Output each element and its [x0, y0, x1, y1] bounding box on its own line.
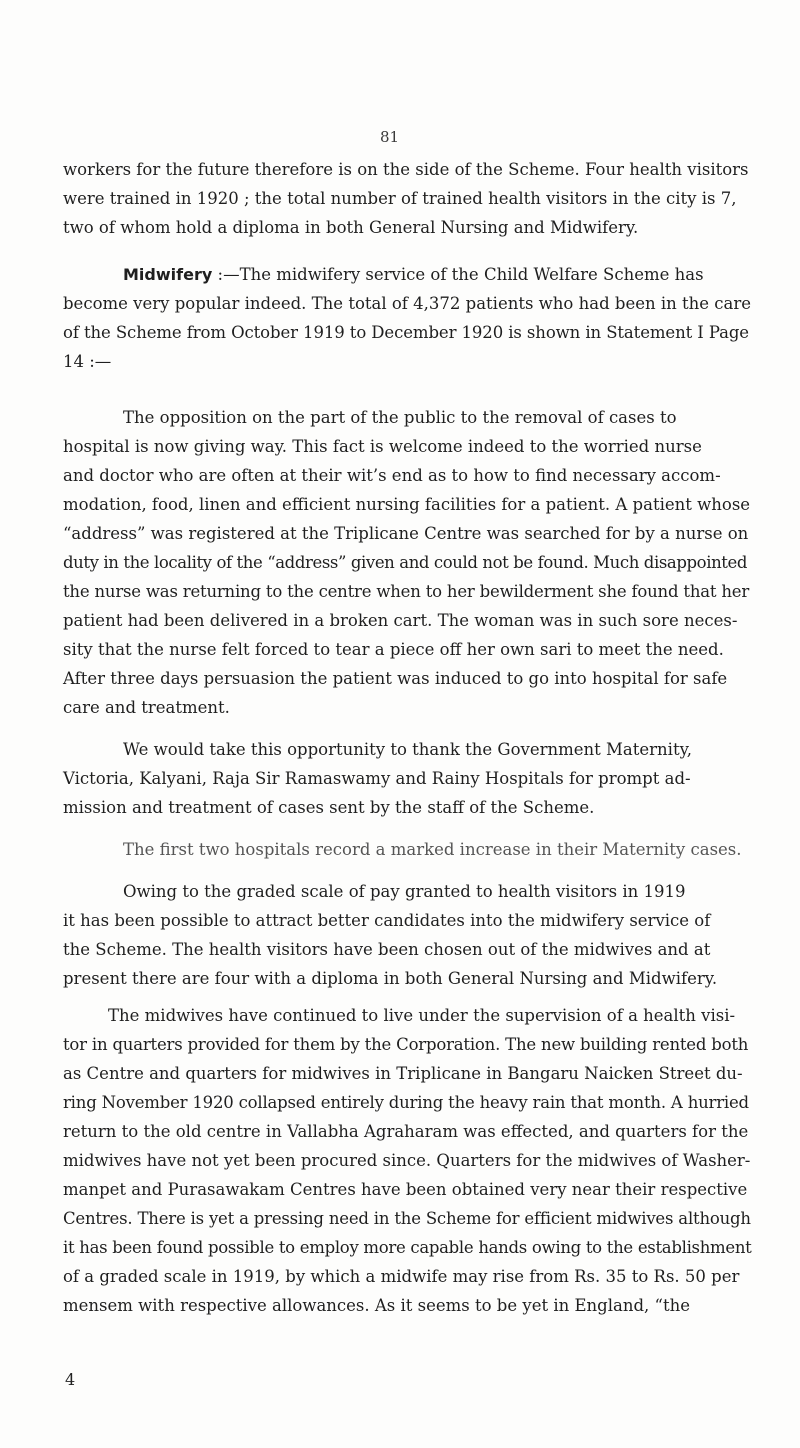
text-line: and doctor who are often at their wit’s end as to how to find necessary accom-	[63, 466, 721, 485]
text-line: present there are four with a diploma in both General Nursing and Midwifery.	[63, 969, 718, 988]
text-line: Victoria, Kalyani, Raja Sir Ramaswamy and Rainy Hospitals for prompt ad-	[63, 769, 691, 788]
text-line: workers for the future therefore is on the side of the Scheme. Four health visitors	[63, 160, 749, 179]
text-line: mensem with respective allowances. As it seems to be yet in England, “the	[63, 1296, 690, 1315]
text-line: modation, food, linen and efficient nursing facilities for a patient. A patient whose	[63, 495, 751, 514]
text-line: of the Scheme from October 1919 to December 1920 is shown in Statement I Page	[63, 323, 749, 342]
text-line: tor in quarters provided for them by the Corporation. The new building rented both	[63, 1035, 749, 1054]
text-line: sity that the nurse felt forced to tear a piece off her own sari to meet the need.	[63, 640, 724, 659]
text-line: midwives have not yet been procured since. Quarters for the midwives of Washer-	[63, 1151, 751, 1170]
midwifery-heading: Midwifery	[123, 265, 213, 284]
midwifery-intro-text: :—The midwifery service of the Child Welfare Scheme has	[212, 265, 704, 284]
text-line: patient had been delivered in a broken cart. The woman was in such sore neces-	[63, 611, 738, 630]
text-line: two of whom hold a diploma in both General Nursing and Midwifery.	[63, 218, 639, 237]
text-line: care and treatment.	[63, 698, 230, 717]
text-line: After three days persuasion the patient was induced to go into hospital for safe	[63, 669, 728, 688]
text-line: the nurse was returning to the centre when to her bewilderment she found that her	[63, 582, 750, 601]
text-line: “address” was registered at the Triplicane Centre was searched for by a nurse on	[63, 524, 749, 543]
text-line: were trained in 1920 ; the total number of trained health visitors in the city is 7,	[63, 189, 737, 208]
midwifery-paragraph-start	[123, 265, 704, 285]
text-line: become very popular indeed. The total of 4,372 patients who had been in the care	[63, 294, 751, 313]
text-line: We would take this opportunity to thank the Government Maternity,	[123, 740, 692, 759]
page-number: 81	[380, 128, 400, 146]
footer-page-number: 4	[65, 1370, 76, 1389]
text-line: hospital is now giving way. This fact is welcome indeed to the worried nurse	[63, 437, 702, 456]
text-line: duty in the locality of the “address” given and could not be found. Much disappointed	[63, 553, 748, 572]
text-line: The opposition on the part of the public to the removal of cases to	[123, 408, 677, 427]
text-line: The midwives have continued to live under the supervision of a health visi-	[108, 1006, 736, 1025]
text-line: manpet and Purasawakam Centres have been obtained very near their respective	[63, 1180, 748, 1199]
text-line: mission and treatment of cases sent by the staff of the Scheme.	[63, 798, 595, 817]
text-line: Centres. There is yet a pressing need in the Scheme for efficient midwives although	[63, 1209, 751, 1228]
text-line: return to the old centre in Vallabha Agraharam was effected, and quarters for the	[63, 1122, 749, 1141]
text-line: of a graded scale in 1919, by which a midwife may rise from Rs. 35 to Rs. 50 per	[63, 1267, 740, 1286]
text-line: 14 :—	[63, 352, 112, 371]
text-line: as Centre and quarters for midwives in Triplicane in Bangaru Naicken Street du-	[63, 1064, 743, 1083]
text-line: it has been possible to attract better candidates into the midwifery service of	[63, 911, 711, 930]
text-line: it has been found possible to employ more capable hands owing to the establishment	[63, 1238, 752, 1257]
text-line: ring November 1920 collapsed entirely during the heavy rain that month. A hurried	[63, 1093, 749, 1112]
text-line: the Scheme. The health visitors have been chosen out of the midwives and at	[63, 940, 711, 959]
text-line: The first two hospitals record a marked increase in their Maternity cases.	[123, 840, 742, 859]
text-line: Owing to the graded scale of pay granted to health visitors in 1919	[123, 882, 686, 901]
